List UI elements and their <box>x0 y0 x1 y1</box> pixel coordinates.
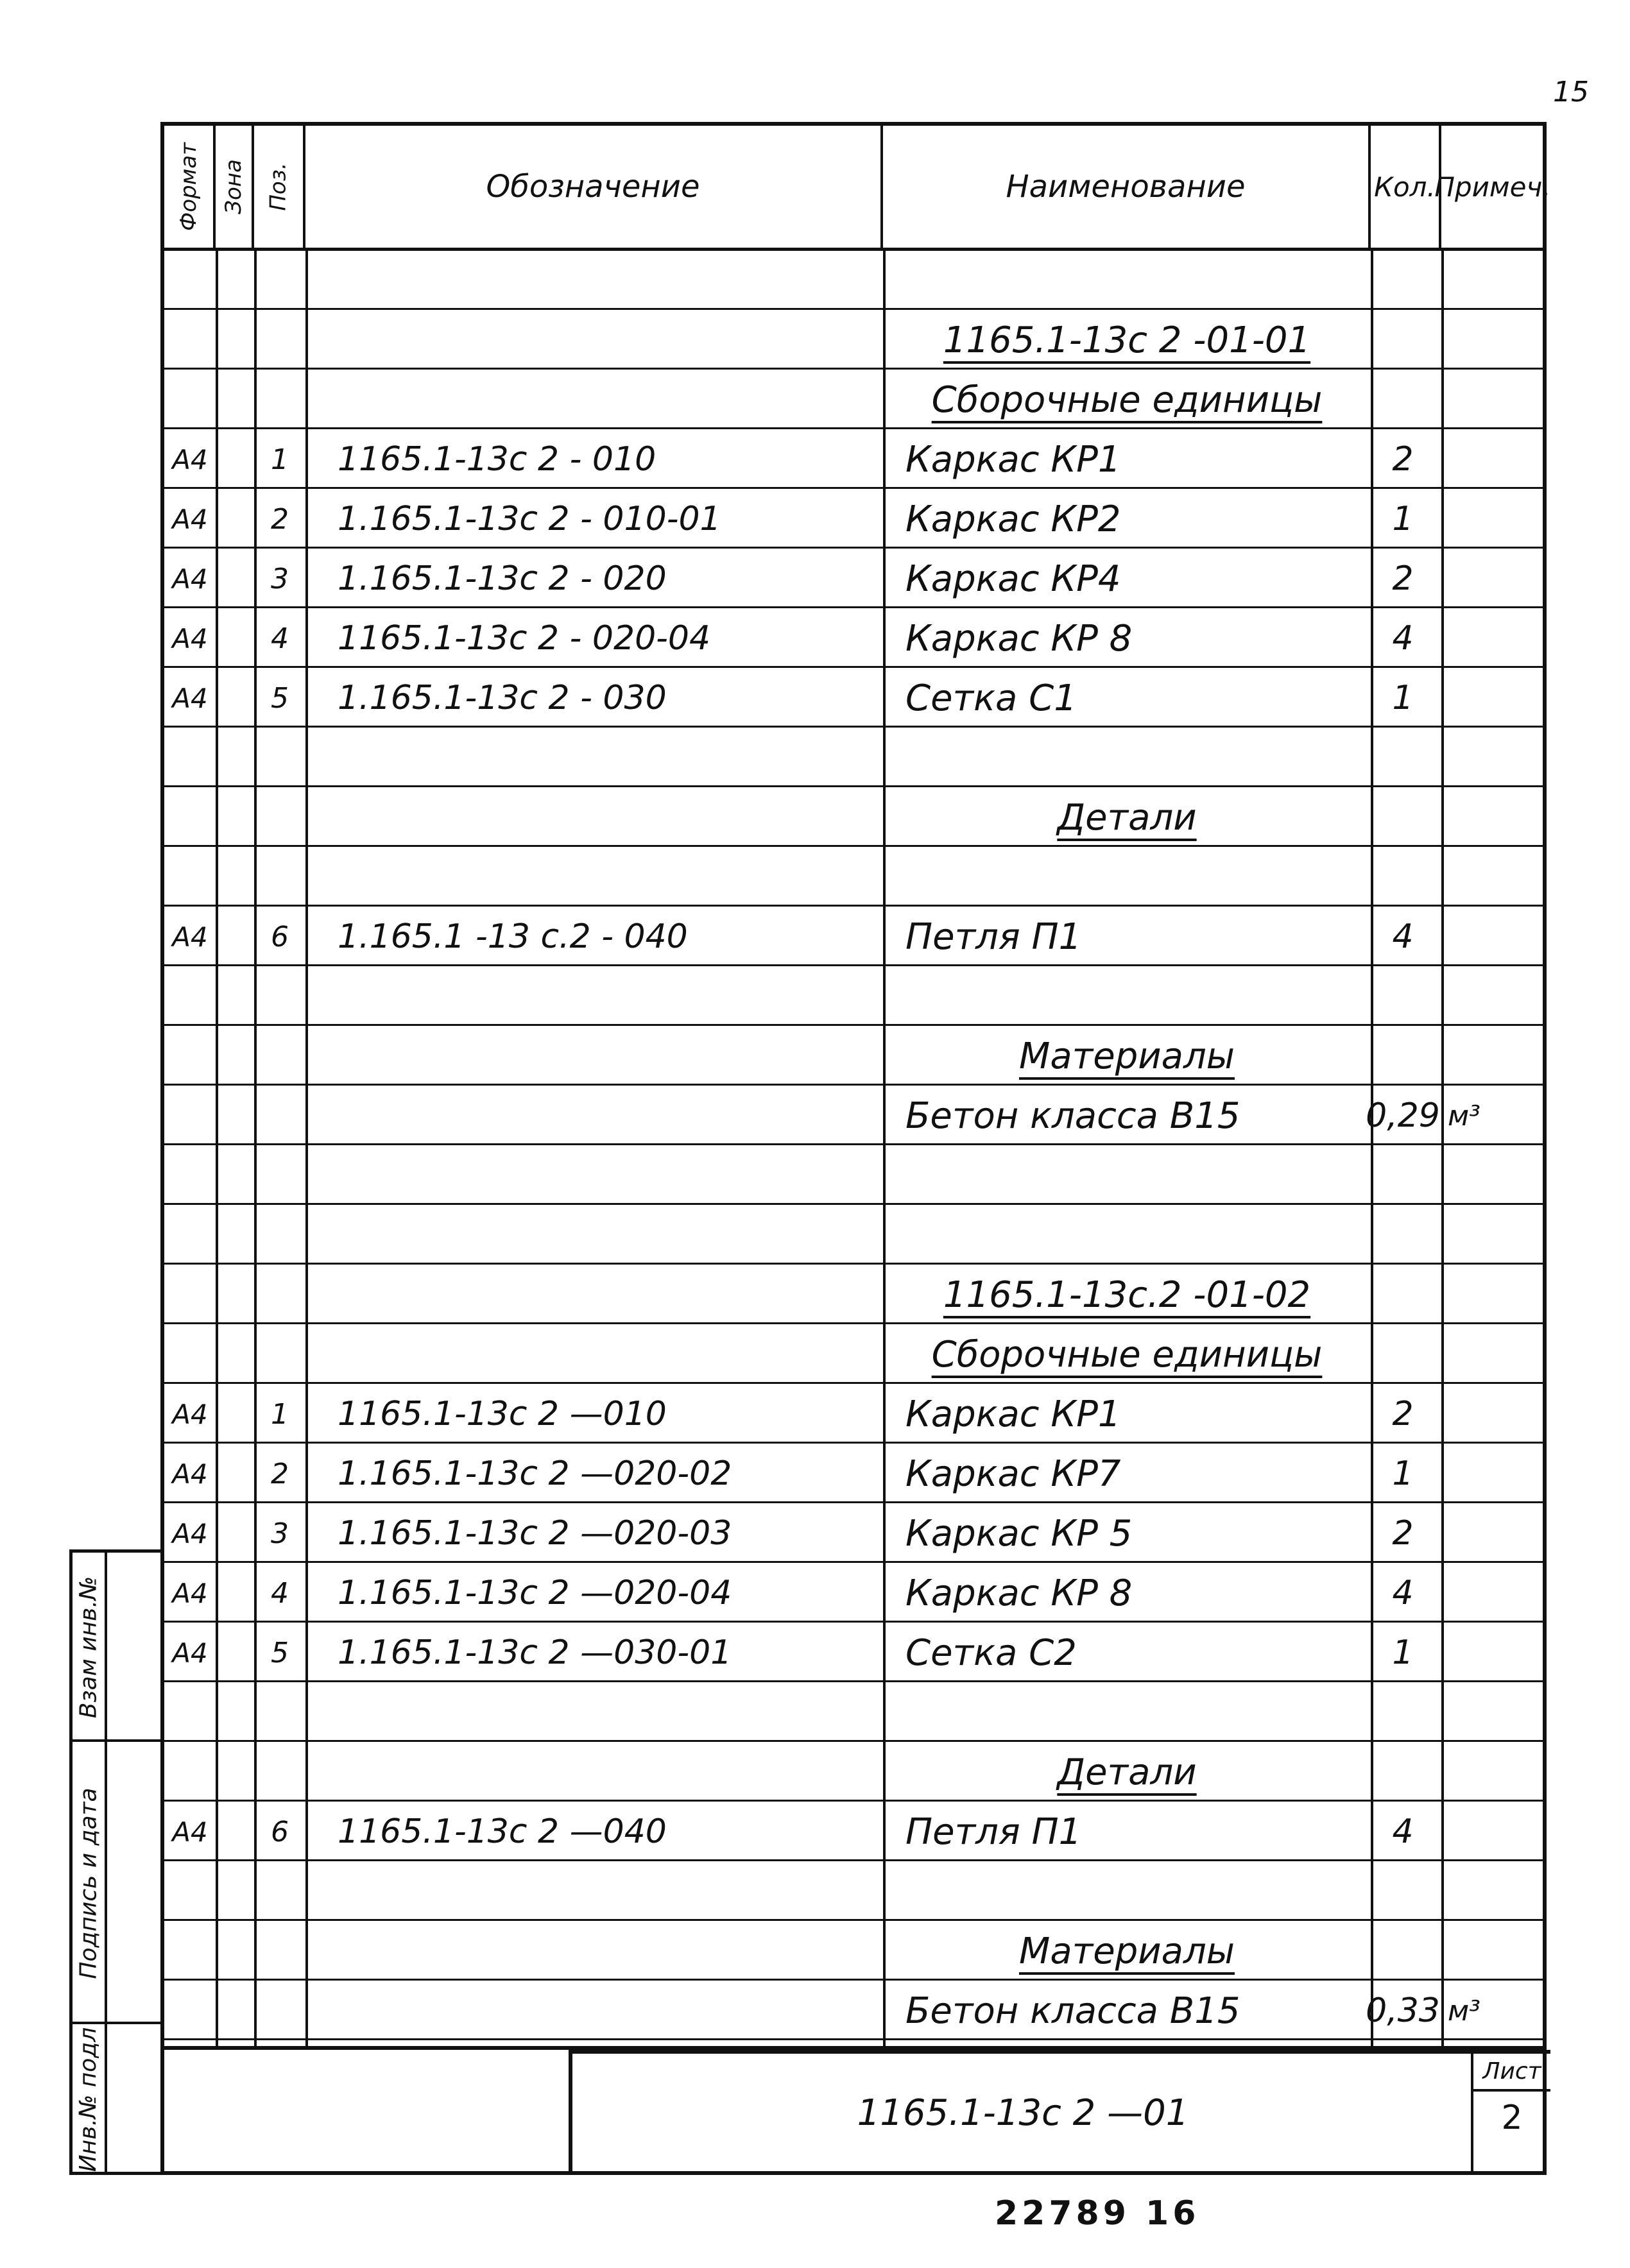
cell-designation: 1165.1-13с 2 —010 <box>338 1395 667 1433</box>
cell-name <box>883 848 1371 907</box>
document-designation: 1165.1-13с 2 —01 <box>857 2092 1189 2134</box>
table-row <box>164 1564 1543 1623</box>
cell-designation <box>216 1206 922 1265</box>
cell-format <box>164 1981 216 2040</box>
cell-designation <box>216 311 922 370</box>
cell-note <box>1441 1146 1544 1205</box>
cell-format <box>164 1325 216 1384</box>
cell-designation <box>216 967 922 1026</box>
sheet-label: Лист <box>1473 2054 1550 2092</box>
stamp-signature-date: Подпись и дата <box>75 1787 102 1979</box>
cell-quantity: 4 <box>1392 619 1414 658</box>
cell-note <box>1441 609 1544 668</box>
cell-note <box>1441 907 1544 966</box>
cell-designation <box>216 788 922 847</box>
cell-designation <box>216 370 922 429</box>
table-row <box>164 251 1543 310</box>
cell-format <box>164 1027 216 1086</box>
cell-designation: 1.165.1-13с 2 —020-03 <box>338 1514 732 1553</box>
cell-designation <box>216 1086 922 1145</box>
cell-note <box>1441 1922 1544 1981</box>
cell-designation <box>216 1146 922 1205</box>
table-row <box>164 370 1543 429</box>
cell-note <box>1441 669 1544 728</box>
cell-designation <box>216 1922 922 1981</box>
cell-format: А4 <box>172 1517 208 1549</box>
table-row <box>164 967 1543 1026</box>
cell-format <box>164 1265 216 1324</box>
cell-format: А4 <box>172 1637 208 1669</box>
table-row <box>164 1265 1543 1324</box>
cell-format <box>164 251 216 310</box>
header-position: Поз. <box>254 126 305 248</box>
header-note: Примеч. <box>1434 171 1551 203</box>
header-zone: Зона <box>216 126 254 248</box>
table-row <box>164 1206 1543 1265</box>
cell-format: А4 <box>172 563 208 595</box>
table-row <box>164 1086 1543 1145</box>
cell-designation: 1.165.1 -13 с.2 - 040 <box>338 917 688 956</box>
cell-quantity: 0,33 <box>1366 1991 1440 2030</box>
cell-note <box>1441 1385 1544 1444</box>
sheet-box <box>1471 2054 1550 2175</box>
cell-note: м³ <box>1448 1099 1480 1132</box>
cell-position: 1 <box>271 1397 289 1431</box>
table-row <box>164 728 1543 787</box>
cell-quantity <box>1371 788 1435 847</box>
cell-designation: 1.165.1-13с 2 —030-01 <box>338 1633 732 1672</box>
cell-name: Детали <box>1057 1751 1197 1793</box>
cell-quantity <box>1371 1206 1435 1265</box>
cell-name: Петля П1 <box>905 1811 1082 1853</box>
table-row <box>164 1981 1543 2040</box>
cell-quantity <box>1371 311 1435 370</box>
cell-format: А4 <box>172 1577 208 1609</box>
cell-name <box>883 251 1371 310</box>
cell-designation <box>216 1027 922 1086</box>
cell-format <box>164 1086 216 1145</box>
table-row <box>164 1922 1543 1981</box>
cell-quantity: 1 <box>1392 679 1414 717</box>
table-row <box>164 1146 1543 1205</box>
cell-designation: 1.165.1-13с 2 —020-02 <box>338 1454 732 1493</box>
table-row <box>164 1743 1543 1802</box>
cell-format <box>164 370 216 429</box>
cell-designation: 1.165.1-13с 2 - 030 <box>338 679 667 717</box>
cell-format <box>164 1922 216 1981</box>
cell-note <box>1441 1265 1544 1324</box>
cell-position: 1 <box>271 443 289 476</box>
cell-designation <box>216 1862 922 1921</box>
cell-quantity: 2 <box>1392 559 1414 598</box>
table-row <box>164 490 1543 549</box>
table-row <box>164 430 1543 489</box>
cell-name: Материалы <box>1019 1930 1235 1972</box>
cell-format <box>164 1146 216 1205</box>
title-block <box>160 2050 1547 2175</box>
cell-position: 5 <box>271 1636 289 1669</box>
cell-designation <box>216 1743 922 1802</box>
cell-format: А4 <box>172 503 208 535</box>
table-row <box>164 1504 1543 1563</box>
cell-name: Каркас КР7 <box>905 1453 1121 1495</box>
cell-designation <box>216 728 922 787</box>
cell-format <box>164 788 216 847</box>
stamp-replacement-inv: Взам инв.№ <box>75 1576 102 1719</box>
cell-quantity <box>1371 1922 1435 1981</box>
cell-note <box>1441 728 1544 787</box>
cell-note <box>1441 1683 1544 1742</box>
cell-note <box>1441 1206 1544 1265</box>
cell-note <box>1441 1862 1544 1921</box>
cell-designation <box>216 251 922 310</box>
cell-note: м³ <box>1448 1994 1480 2027</box>
cell-designation: 1.165.1-13с 2 - 020 <box>338 559 667 598</box>
table-row <box>164 1385 1543 1444</box>
cell-note <box>1441 1027 1544 1086</box>
cell-name <box>883 1683 1371 1742</box>
cell-name: Каркас КР1 <box>905 438 1121 481</box>
cell-quantity <box>1371 967 1435 1026</box>
cell-name: Сетка С1 <box>905 677 1077 719</box>
footer-stamp: 22789 16 <box>995 2194 1200 2233</box>
table-row <box>164 549 1543 608</box>
table-row <box>164 1862 1543 1921</box>
cell-quantity: 4 <box>1392 1812 1414 1851</box>
cell-name: Бетон класса В15 <box>905 1095 1240 1137</box>
cell-note <box>1441 251 1544 310</box>
cell-format: А4 <box>172 1816 208 1848</box>
cell-quantity <box>1371 1325 1435 1384</box>
cell-name: Сетка С2 <box>905 1632 1077 1674</box>
page-number: 15 <box>1553 76 1589 108</box>
cell-designation: 1.165.1-13с 2 —020-04 <box>338 1574 732 1612</box>
table-row <box>164 669 1543 728</box>
cell-format: А4 <box>172 682 208 714</box>
specification-table <box>160 122 1551 2050</box>
cell-format: А4 <box>172 1458 208 1490</box>
cell-quantity: 0,29 <box>1366 1096 1440 1135</box>
cell-format: А4 <box>172 921 208 953</box>
cell-note <box>1441 1564 1544 1623</box>
table-row <box>164 788 1543 847</box>
cell-note <box>1441 967 1544 1026</box>
cell-name: 1165.1-13с.2 -01-02 <box>943 1274 1311 1316</box>
cell-name: 1165.1-13с 2 -01-01 <box>943 319 1311 361</box>
cell-note <box>1441 1623 1544 1682</box>
cell-designation <box>216 1981 922 2040</box>
cell-note <box>1441 549 1544 608</box>
table-row <box>164 1444 1543 1503</box>
sheet-number: 2 <box>1501 2099 1523 2137</box>
cell-note <box>1441 1444 1544 1503</box>
cell-format: А4 <box>172 443 208 475</box>
cell-designation <box>216 1325 922 1384</box>
cell-position: 4 <box>271 622 289 655</box>
cell-name: Материалы <box>1019 1035 1235 1077</box>
side-stamp <box>69 1549 160 2175</box>
cell-quantity <box>1371 848 1435 907</box>
header-quantity: Кол. <box>1371 126 1441 248</box>
table-row <box>164 1623 1543 1682</box>
cell-position: 3 <box>271 562 289 595</box>
cell-name <box>883 1206 1371 1265</box>
cell-quantity <box>1371 1683 1435 1742</box>
cell-quantity: 1 <box>1392 500 1414 538</box>
cell-name <box>883 967 1371 1026</box>
cell-designation: 1165.1-13с 2 - 010 <box>338 440 656 479</box>
cell-position: 6 <box>271 920 289 953</box>
table-row <box>164 609 1543 668</box>
cell-note <box>1441 1802 1544 1861</box>
cell-format <box>164 728 216 787</box>
cell-designation: 1165.1-13с 2 —040 <box>338 1812 667 1851</box>
cell-note <box>1441 430 1544 489</box>
cell-name <box>883 1146 1371 1205</box>
cell-quantity: 4 <box>1392 917 1414 956</box>
table-row <box>164 1683 1543 1742</box>
cell-format <box>164 311 216 370</box>
cell-name: Сборочные единицы <box>931 1333 1323 1376</box>
cell-note <box>1441 370 1544 429</box>
cell-note <box>1441 1743 1544 1802</box>
cell-position: 3 <box>271 1517 289 1550</box>
cell-designation <box>216 1265 922 1324</box>
header-name: Наименование <box>883 126 1371 248</box>
cell-note <box>1441 1325 1544 1384</box>
cell-note <box>1441 490 1544 549</box>
cell-quantity <box>1371 728 1435 787</box>
stamp-original-inv: Инв.№ подл <box>75 2027 102 2172</box>
cell-name: Каркас КР4 <box>905 558 1121 600</box>
cell-name <box>883 1862 1371 1921</box>
title-block-main <box>569 2050 1550 2175</box>
cell-format <box>164 967 216 1026</box>
cell-position: 2 <box>271 502 289 536</box>
cell-note <box>1441 788 1544 847</box>
table-row <box>164 1802 1543 1861</box>
cell-name: Каркас КР1 <box>905 1393 1121 1435</box>
cell-format <box>164 1862 216 1921</box>
cell-position: 2 <box>271 1457 289 1490</box>
cell-quantity: 2 <box>1392 440 1414 479</box>
cell-note <box>1441 1504 1544 1563</box>
table-row <box>164 1325 1543 1384</box>
cell-quantity: 1 <box>1392 1633 1414 1672</box>
cell-designation: 1.165.1-13с 2 - 010-01 <box>338 500 721 538</box>
cell-quantity: 1 <box>1392 1454 1414 1493</box>
cell-quantity <box>1371 251 1435 310</box>
cell-quantity: 2 <box>1392 1395 1414 1433</box>
table-row <box>164 1027 1543 1086</box>
cell-quantity: 4 <box>1392 1574 1414 1612</box>
cell-note <box>1441 848 1544 907</box>
cell-designation <box>216 1683 922 1742</box>
cell-quantity <box>1371 1027 1435 1086</box>
cell-name: Детали <box>1057 796 1197 839</box>
cell-position: 5 <box>271 681 289 715</box>
cell-format <box>164 1743 216 1802</box>
cell-quantity <box>1371 1862 1435 1921</box>
cell-format <box>164 848 216 907</box>
cell-name: Каркас КР 8 <box>905 617 1133 660</box>
cell-format: А4 <box>172 622 208 654</box>
cell-quantity <box>1371 1743 1435 1802</box>
cell-quantity <box>1371 1146 1435 1205</box>
cell-format <box>164 1206 216 1265</box>
cell-note <box>1441 311 1544 370</box>
cell-name: Петля П1 <box>905 916 1082 958</box>
cell-name: Каркас КР 8 <box>905 1572 1133 1614</box>
header-designation: Обозначение <box>305 126 883 248</box>
table-row <box>164 311 1543 370</box>
cell-position: 4 <box>271 1576 289 1610</box>
cell-format: А4 <box>172 1398 208 1430</box>
cell-quantity: 2 <box>1392 1514 1414 1553</box>
header-format: Формат <box>164 126 216 248</box>
cell-designation <box>216 848 922 907</box>
cell-name <box>883 728 1371 787</box>
cell-quantity <box>1371 1265 1435 1324</box>
cell-name: Сборочные единицы <box>931 379 1323 421</box>
cell-position: 6 <box>271 1815 289 1848</box>
cell-quantity <box>1371 370 1435 429</box>
table-row <box>164 848 1543 907</box>
table-row <box>164 907 1543 966</box>
cell-designation: 1165.1-13с 2 - 020-04 <box>338 619 711 658</box>
cell-name: Каркас КР2 <box>905 498 1121 540</box>
cell-format <box>164 1683 216 1742</box>
cell-name: Каркас КР 5 <box>905 1512 1133 1555</box>
cell-name: Бетон класса В15 <box>905 1990 1240 2032</box>
